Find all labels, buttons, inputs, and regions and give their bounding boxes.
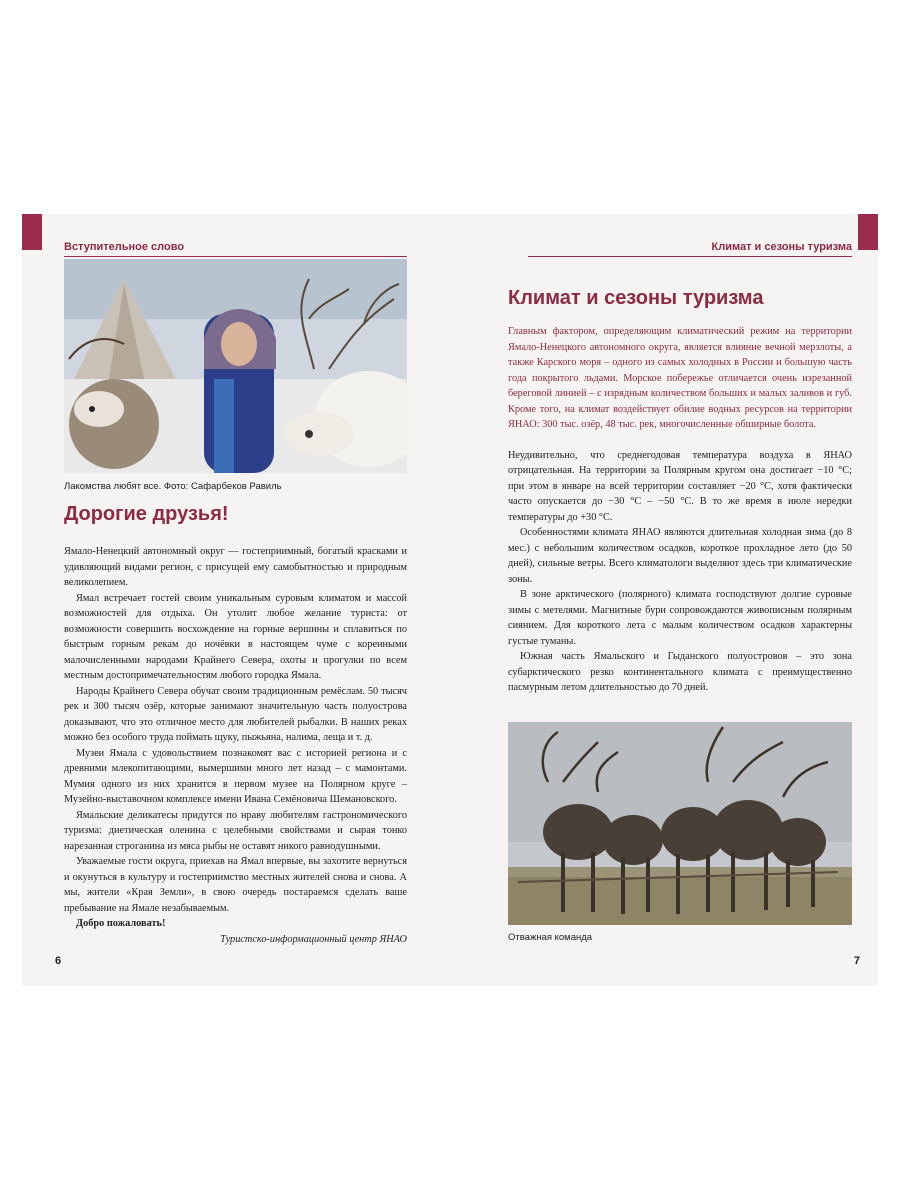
paragraph: Уважаемые гости округа, приехав на Ямал впервые, вы захотите вернуться и окунуться в культуру и гостеприимство местных жителей снова и снова. А мы, жители «Края Земли», в свою очередь постараемся сделать ваше пребывание на Ямале незабываемым. (64, 856, 407, 914)
photo-reindeer-woman (64, 259, 407, 473)
running-head: Климат и сезоны туризма (711, 241, 852, 253)
page-heading: Климат и сезоны туризма (508, 287, 764, 309)
lead-paragraph: Главным фактором, определяющим климатический режим на территории Ямало-Ненецкого автономного округа, является влияние вечной мерзлоты, а также Карского моря – одного из самых холодных в России и большую часть года покрытого льдами. Морское побережье отличается очень изрезанной береговой линией – с изрядным количеством больших и малых заливов и губ. Кроме того, на климат воздействует обилие водных ресурсов на территории ЯНАО: 300 тыс. озёр, 48 тыс. рек, многочисленные обширные болота. (508, 326, 852, 430)
photo-reindeer-team (508, 722, 852, 925)
page-heading: Дорогие друзья! (64, 503, 229, 525)
paragraph: Ямало-Ненецкий автономный округ — гостеприимный, богатый красками и удивляющий видами регион, с присущей ему самобытностью и природным великолепием. (64, 546, 407, 588)
paragraph: Неудивительно, что среднегодовая температура воздуха в ЯНАО отрицательная. На территории за Полярным кругом она достигает −10 °С; при этом в январе на всей территории составляет −20 °С, хотя фактически часто опускается до −30 °С – −50 °С. В то же время в июле нередки температуры до +30 °С. (508, 449, 852, 523)
paragraph: Ямал встречает гостей своим уникальным суровым климатом и массой возможностей для отдыха. Он утолит любое желание туриста: от возможности совершить восхождение на горные вершины и сплавиться по быстрым горным рекам до ночёвки в настоящем чуме с коренными малочисленными народами Крайнего Севера, охоты и прогулки по всем местным достопримечательностям любого городка Ямала. (64, 592, 407, 681)
greeting: Добро пожаловать! (76, 918, 166, 929)
running-head: Вступительное слово (64, 241, 185, 253)
left-page (22, 214, 450, 986)
right-body-text (508, 324, 852, 696)
photo-caption: Отважная команда (508, 932, 593, 943)
header-rule (64, 256, 407, 257)
paragraph: Народы Крайнего Севера обучат своим традиционным ремёслам. 50 тысяч рек и 300 тысяч озёр, которые занимают значительную часть полуострова доказывают, что это отличное место для любителей рыбалки. В наших реках можно без особого труда поймать щуку, пыжьяна, налима, леща и т. д. (64, 685, 407, 743)
paragraph: Ямальские деликатесы придутся по нраву любителям гастрономического туризма: диетическая оленина с целебными свойствами и сырая тонко нарезанная строганина из мяса рыбы не оставят никого равнодушными. (64, 809, 407, 852)
right-page (450, 214, 878, 986)
chapter-tab (858, 214, 878, 250)
chapter-tab (22, 214, 42, 250)
paragraph: Музеи Ямала с удовольствием познакомят вас с историей региона и с древними млекопитающими, вымершими много лет назад – с мамонтами. Мумия одного из них хранится в первом музее на Полярном круге – Музейно-выставочном комплексе имени Ивана Семёновича Шемановского. (64, 747, 407, 805)
page-number: 7 (853, 955, 860, 967)
book-spread (22, 214, 878, 986)
photo-illustration (64, 259, 407, 473)
photo-caption: Лакомства любят все. Фото: Сафарбеков Равиль (64, 481, 282, 492)
paragraph: Южная часть Ямальского и Гыданского полуостровов – это зона субарктического резко континентального климата с преимущественно пасмурным летом длительностью до 70 дней. (508, 651, 852, 693)
header-rule (528, 256, 852, 257)
photo-illustration (508, 722, 852, 925)
page-number: 6 (55, 955, 62, 967)
paragraph: Особенностями климата ЯНАО являются длительная холодная зима (до 8 мес.) с небольшим количеством осадков, короткое прохладное лето (до 50 дней), сильные ветры. Всего климатологи выделяют здесь три климатические зоны. (508, 527, 852, 585)
signature: Туристско-информационный центр ЯНАО (220, 933, 407, 945)
left-body-text (64, 544, 407, 947)
paragraph: В зоне арктического (полярного) климата господствуют долгие суровые зимы с метелями. Магнитные бури сопровождаются живописным полярным сиянием. Для короткого лета с малым количеством осадков характерны густые туманы. (508, 589, 852, 647)
